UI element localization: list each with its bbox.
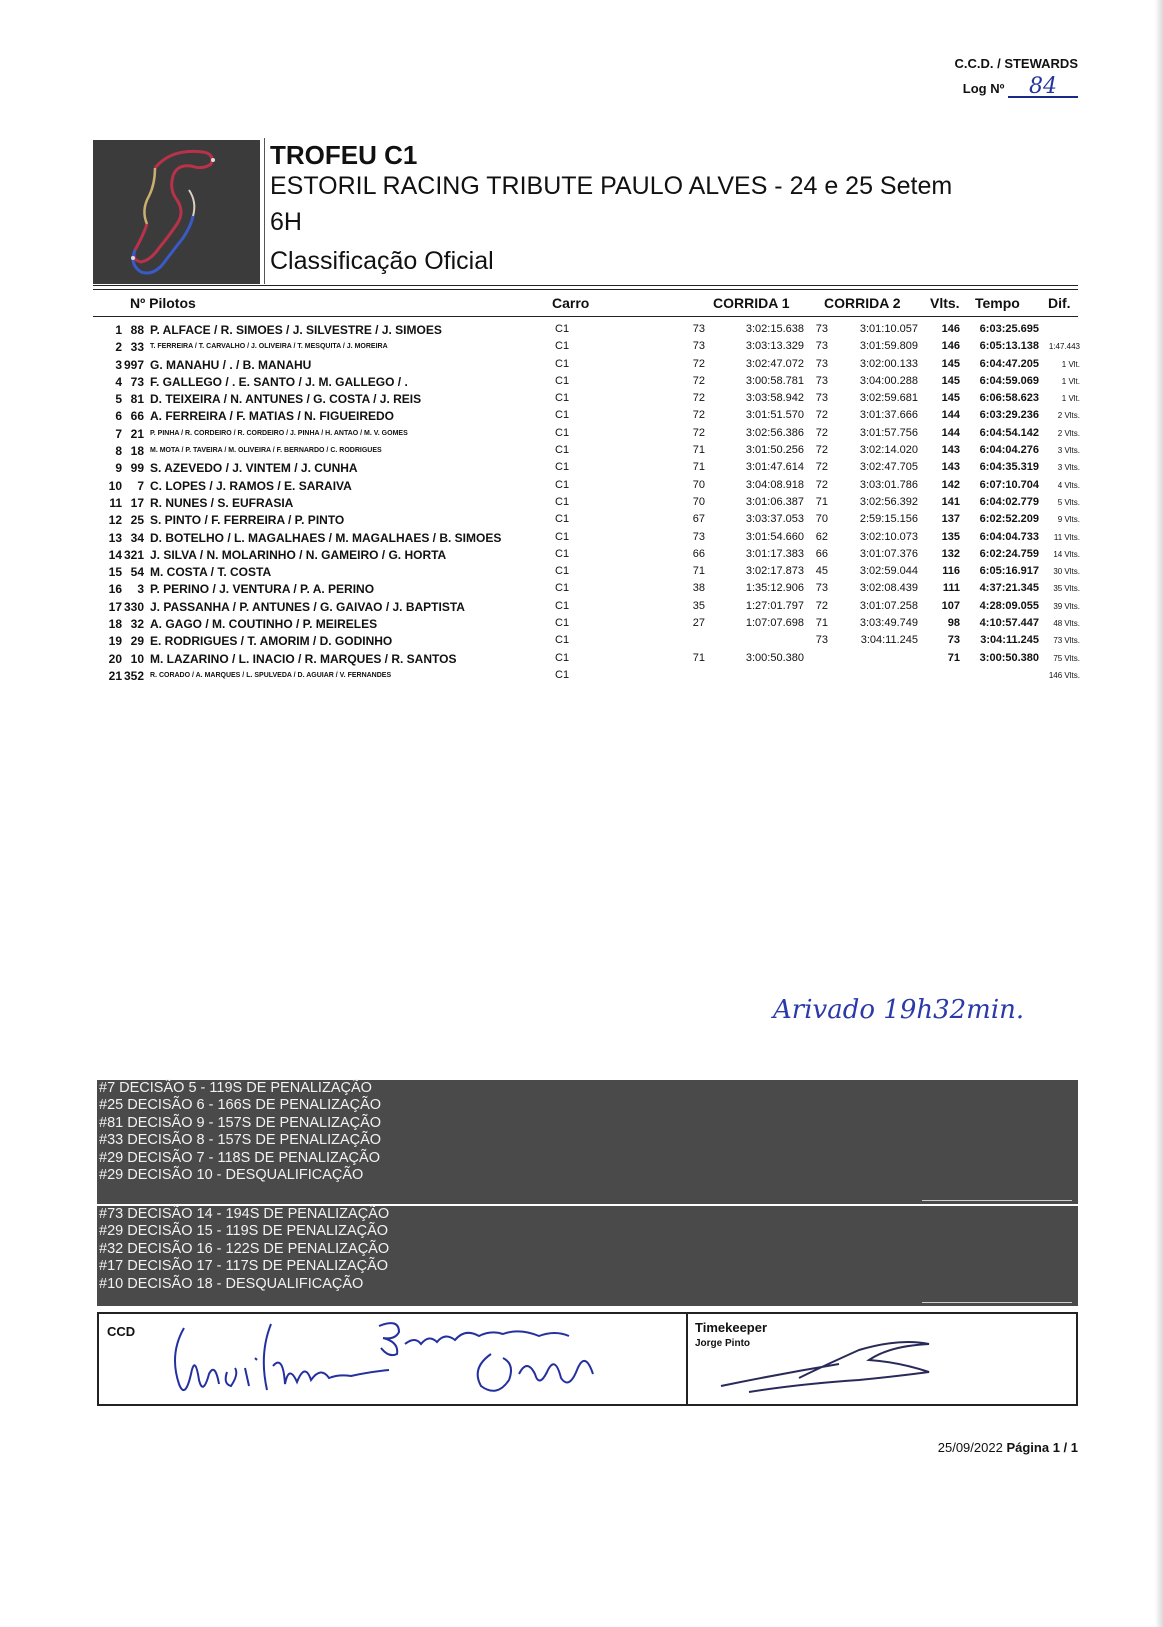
table-row — [0, 339, 1163, 356]
cell-l1: 72 — [692, 409, 705, 422]
cell-tt: 4:37:21.345 — [979, 582, 1039, 595]
cell-num: 330 — [123, 599, 144, 614]
cell-pos: 16 — [108, 582, 122, 597]
cell-car: C1 — [555, 634, 570, 647]
cell-pos: 19 — [108, 634, 122, 649]
cell-t1: 3:02:17.873 — [745, 565, 804, 578]
table-row — [0, 374, 1163, 391]
footer-page: Página 1 / 1 — [1006, 1440, 1078, 1455]
cell-dif: 2 Vlts. — [1057, 428, 1080, 438]
table-row — [0, 443, 1163, 460]
cell-name: R. CORADO / A. MARQUES / L. SPULVEDA / D. AGUIAR / V. FERNANDES — [150, 671, 392, 679]
cell-t1: 1:27:01.797 — [745, 599, 804, 612]
cell-lt: 137 — [941, 513, 960, 526]
cell-name: J. PASSANHA / P. ANTUNES / G. GAIVAO / J. BAPTISTA — [150, 599, 465, 614]
cell-pos: 20 — [108, 651, 122, 666]
cell-tt: 6:04:02.779 — [979, 495, 1039, 508]
cell-lt: 145 — [941, 392, 960, 405]
cell-lt: 143 — [941, 461, 960, 474]
page-edge-shadow — [1155, 0, 1163, 1627]
cell-name: P. PERINO / J. VENTURA / P. A. PERINO — [150, 582, 375, 597]
col-tempo: Tempo — [975, 295, 1020, 311]
decision-line: #10 DECISÃO 18 - DESQUALIFICAÇÃO — [99, 1275, 364, 1292]
cell-t1: 3:02:15.638 — [745, 323, 804, 335]
cell-dif: 35 Vlts. — [1053, 584, 1080, 594]
cell-tt: 6:04:04.733 — [979, 530, 1039, 543]
cell-car: C1 — [555, 513, 570, 526]
cell-l1: 72 — [692, 426, 705, 439]
col-dif: Dif. — [1048, 295, 1071, 311]
table-row — [0, 460, 1163, 477]
cell-num: 32 — [130, 617, 144, 632]
table-row — [0, 478, 1163, 495]
cell-lt: 141 — [941, 495, 960, 508]
cell-pos: 18 — [108, 617, 122, 632]
cell-name: D. TEIXEIRA / N. ANTUNES / G. COSTA / J. REIS — [150, 392, 422, 407]
cell-car: C1 — [555, 444, 570, 457]
cell-num: 3 — [137, 582, 144, 597]
cell-l1: 35 — [692, 599, 705, 612]
cell-tt: 6:05:16.917 — [979, 565, 1039, 578]
cell-t2: 3:02:47.705 — [859, 461, 918, 474]
cell-pos: 12 — [108, 513, 122, 528]
cell-name: C. LOPES / J. RAMOS / E. SARAIVA — [150, 478, 352, 493]
cell-car: C1 — [555, 323, 570, 335]
ccd-label: CCD — [107, 1324, 136, 1339]
cell-l1: 66 — [692, 547, 705, 560]
cell-car: C1 — [555, 357, 570, 370]
results-table — [0, 322, 1163, 685]
cell-lt: 144 — [941, 426, 960, 439]
cell-l2: 73 — [815, 392, 828, 405]
decision-line: #29 DECISÃO 10 - DESQUALIFICAÇÃO — [99, 1167, 364, 1184]
cell-car: C1 — [555, 461, 570, 474]
cell-l2: 72 — [815, 599, 828, 612]
cell-t2: 3:04:11.245 — [860, 634, 918, 647]
cell-dif: 1:47.443 — [1048, 342, 1080, 352]
cell-tt: 6:05:13.138 — [979, 340, 1039, 353]
cell-num: 66 — [130, 409, 144, 424]
cell-num: 17 — [130, 495, 144, 510]
col-vlts: Vlts. — [930, 295, 960, 311]
cell-name: P. PINHA / R. CORDEIRO / R. CORDEIRO / J. PINHA / H. ANTAO / M. V. GOMES — [150, 429, 408, 437]
cell-car: C1 — [555, 426, 570, 439]
cell-name: M. LAZARINO / L. INACIO / R. MARQUES / R. SANTOS — [150, 651, 457, 666]
cell-l1: 72 — [692, 357, 705, 370]
cell-lt: 145 — [941, 357, 960, 370]
cell-t1: 3:02:47.072 — [745, 357, 804, 370]
cell-num: 25 — [130, 513, 144, 528]
cell-lt: 73 — [947, 634, 960, 647]
cell-t2: 3:03:01.786 — [859, 478, 918, 491]
arrival-handwritten-note: Arivado 19h32min. — [773, 995, 1025, 1025]
cell-pos: 15 — [108, 565, 122, 580]
cell-lt: 144 — [941, 409, 960, 422]
cell-l1: 27 — [692, 617, 705, 630]
cell-car: C1 — [555, 565, 570, 578]
table-rule-top-2 — [93, 289, 1078, 290]
decision-line: #7 DECISÃO 5 - 119S DE PENALIZAÇÃO — [99, 1080, 372, 1096]
cell-t1: 3:01:51.570 — [745, 409, 804, 422]
table-row — [0, 512, 1163, 529]
table-row — [0, 322, 1163, 339]
cell-t2: 3:02:56.392 — [859, 495, 918, 508]
timekeeper-label: Timekeeper — [695, 1320, 768, 1335]
table-rule-header — [93, 316, 1078, 317]
cell-car: C1 — [555, 547, 570, 560]
cell-lt: 71 — [947, 651, 960, 664]
cell-lt: 146 — [941, 340, 960, 353]
cell-num: 18 — [130, 444, 144, 459]
table-rule-top — [93, 285, 1078, 286]
cell-lt: 143 — [941, 444, 960, 457]
cell-dif: 1 Vlt. — [1061, 376, 1080, 386]
cell-car: C1 — [555, 651, 570, 664]
cell-num: 7 — [137, 478, 144, 493]
signature-panel — [97, 1312, 1078, 1406]
series-title: TROFEU C1 — [270, 140, 418, 170]
cell-dif: 30 Vlts. — [1053, 567, 1080, 577]
cell-num: 81 — [130, 392, 144, 407]
cell-dif: 9 Vlts. — [1057, 515, 1080, 525]
cell-tt: 6:04:59.069 — [979, 374, 1039, 387]
cell-t2: 3:02:59.044 — [859, 565, 918, 578]
cell-pos: 10 — [108, 478, 122, 493]
cell-lt: 98 — [947, 617, 960, 630]
cell-t2: 3:02:08.439 — [859, 582, 918, 595]
col-corrida2: CORRIDA 2 — [824, 295, 901, 311]
cell-name: T. FERREIRA / T. CARVALHO / J. OLIVEIRA / T. MESQUITA / J. MOREIRA — [150, 343, 388, 351]
cell-t2: 3:02:10.073 — [859, 530, 918, 543]
cell-tt: 6:07:10.704 — [979, 478, 1039, 491]
cell-car: C1 — [555, 495, 570, 508]
cell-tt: 6:02:24.759 — [979, 547, 1039, 560]
cell-l2: 72 — [815, 426, 828, 439]
cell-car: C1 — [555, 392, 570, 405]
table-row — [0, 408, 1163, 425]
circuit-map-image — [93, 140, 260, 284]
cell-pos: 14 — [108, 547, 122, 562]
cell-dif: 4 Vlts. — [1057, 480, 1080, 490]
cell-num: 321 — [123, 547, 144, 562]
cell-dif: 39 Vlts. — [1053, 601, 1080, 611]
cell-car: C1 — [555, 374, 570, 387]
cell-pos: 5 — [115, 392, 122, 407]
cell-t1: 1:07:07.698 — [745, 617, 804, 630]
cell-l2: 45 — [815, 565, 828, 578]
cell-num: 21 — [130, 426, 144, 441]
cell-t2: 3:02:59.681 — [859, 392, 918, 405]
cell-dif: 1 Vlt. — [1061, 359, 1080, 369]
cell-name: P. ALFACE / R. SIMOES / J. SILVESTRE / J. SIMOES — [150, 323, 442, 337]
cell-name: G. MANAHU / . / B. MANAHU — [150, 357, 312, 372]
cell-t2: 3:04:00.288 — [859, 374, 918, 387]
cell-dif: 11 Vlts. — [1053, 532, 1080, 542]
handwritten-signatures — [99, 1314, 1076, 1404]
cell-dif: 14 Vlts. — [1053, 549, 1080, 559]
cell-name: S. PINTO / F. FERREIRA / P. PINTO — [150, 513, 345, 528]
cell-pos: 13 — [108, 530, 122, 545]
decision-line: #17 DECISÃO 17 - 117S DE PENALIZAÇÃO — [99, 1258, 389, 1275]
cell-t1: 3:04:08.918 — [745, 478, 804, 491]
event-title: ESTORIL RACING TRIBUTE PAULO ALVES - 24 e 25 Setem — [270, 172, 953, 200]
cell-l2: 73 — [815, 357, 828, 370]
cell-dif: 1 Vlt. — [1061, 394, 1080, 404]
cell-l1: 71 — [692, 461, 705, 474]
cell-t2: 3:02:00.133 — [859, 357, 918, 370]
cell-t2: 3:01:10.057 — [859, 323, 918, 335]
col-corrida1: CORRIDA 1 — [713, 295, 790, 311]
cell-car: C1 — [555, 668, 570, 681]
cell-car: C1 — [555, 582, 570, 595]
cell-dif: 3 Vlts. — [1057, 446, 1080, 456]
race-duration: 6H — [270, 208, 302, 236]
cell-t2: 3:01:07.258 — [859, 599, 918, 612]
decisions-box-2-underline — [922, 1302, 1072, 1303]
cell-t1: 3:01:17.383 — [745, 547, 804, 560]
col-pilotos: Nº Pilotos — [130, 295, 196, 311]
cell-pos: 9 — [115, 461, 122, 476]
footer — [860, 1440, 1078, 1455]
cell-t2: 3:01:57.756 — [859, 426, 918, 439]
cell-lt: 135 — [941, 530, 960, 543]
cell-pos: 21 — [108, 668, 122, 683]
cell-pos: 1 — [115, 323, 122, 337]
cell-t1: 3:03:13.329 — [745, 340, 804, 353]
cell-pos: 4 — [115, 374, 122, 389]
cell-tt: 6:03:25.695 — [979, 323, 1039, 335]
cell-lt: 142 — [941, 478, 960, 491]
cell-dif: 75 Vlts. — [1053, 653, 1080, 663]
cell-dif: 73 Vlts. — [1053, 636, 1080, 646]
cell-name: E. RODRIGUES / T. AMORIM / D. GODINHO — [150, 634, 393, 649]
stewards-label: C.C.D. / STEWARDS — [954, 56, 1078, 71]
decision-line: #29 DECISÃO 7 - 118S DE PENALIZAÇÃO — [99, 1149, 380, 1166]
log-number-field — [928, 74, 1078, 99]
table-row — [0, 633, 1163, 650]
cell-l2: 71 — [815, 495, 828, 508]
cell-car: C1 — [555, 409, 570, 422]
cell-dif: 2 Vlts. — [1057, 411, 1080, 421]
decisions-box-2 — [97, 1206, 1078, 1306]
cell-l1: 70 — [692, 495, 705, 508]
classification-title: Classificação Oficial — [270, 247, 494, 275]
cell-tt: 6:04:54.142 — [979, 426, 1039, 439]
cell-pos: 2 — [115, 340, 122, 355]
cell-l2: 73 — [815, 634, 828, 647]
cell-lt: 111 — [942, 582, 960, 595]
footer-date: 25/09/2022 — [937, 1440, 1003, 1455]
cell-car: C1 — [555, 599, 570, 612]
cell-l2: 71 — [815, 617, 828, 630]
cell-t2: 3:01:37.666 — [859, 409, 918, 422]
cell-num: 10 — [130, 651, 144, 666]
decision-line: #33 DECISÃO 8 - 157S DE PENALIZAÇÃO — [99, 1132, 382, 1149]
cell-tt: 6:04:04.276 — [979, 444, 1039, 457]
table-row — [0, 599, 1163, 616]
cell-num: 352 — [123, 668, 144, 683]
cell-num: 29 — [130, 634, 144, 649]
cell-tt: 4:28:09.055 — [979, 599, 1039, 612]
cell-name: M. COSTA / T. COSTA — [150, 565, 272, 580]
cell-tt: 6:06:58.623 — [979, 392, 1039, 405]
cell-num: 73 — [130, 374, 144, 389]
cell-car: C1 — [555, 478, 570, 491]
cell-t1: 3:03:58.942 — [745, 392, 804, 405]
cell-name: D. BOTELHO / L. MAGALHAES / M. MAGALHAES / B. SIMOES — [150, 530, 502, 545]
cell-tt: 6:03:29.236 — [979, 409, 1039, 422]
cell-tt: 6:04:47.205 — [979, 357, 1039, 370]
log-label: Log Nº — [962, 81, 1005, 96]
cell-l1: 72 — [692, 374, 705, 387]
cell-l2: 70 — [815, 513, 828, 526]
cell-t1: 3:00:58.781 — [745, 374, 804, 387]
cell-l1: 67 — [692, 513, 705, 526]
cell-l2: 73 — [815, 374, 828, 387]
cell-num: 54 — [130, 565, 144, 580]
table-row — [0, 581, 1163, 598]
cell-num: 33 — [130, 340, 144, 355]
table-row — [0, 530, 1163, 547]
cell-t2: 2:59:15.156 — [859, 513, 918, 526]
cell-l2: 73 — [815, 582, 828, 595]
table-row — [0, 564, 1163, 581]
decision-line: #81 DECISÃO 9 - 157S DE PENALIZAÇÃO — [99, 1114, 382, 1131]
cell-car: C1 — [555, 530, 570, 543]
table-row — [0, 391, 1163, 408]
cell-l1: 73 — [692, 530, 705, 543]
cell-num: 88 — [130, 323, 144, 337]
cell-t1: 3:01:54.660 — [745, 530, 804, 543]
decision-line: #73 DECISÃO 14 - 194S DE PENALIZAÇÃO — [99, 1206, 390, 1222]
cell-tt: 6:04:35.319 — [979, 461, 1039, 474]
cell-l1: 73 — [692, 340, 705, 353]
table-row — [0, 495, 1163, 512]
cell-tt: 3:00:50.380 — [979, 651, 1039, 664]
cell-lt: 146 — [941, 323, 960, 335]
table-row — [0, 616, 1163, 633]
table-row — [0, 426, 1163, 443]
cell-name: R. NUNES / S. EUFRASIA — [150, 495, 294, 510]
cell-pos: 8 — [115, 444, 122, 459]
cell-pos: 17 — [108, 599, 122, 614]
cell-tt: 3:04:11.245 — [980, 634, 1039, 647]
cell-l1: 38 — [692, 582, 705, 595]
col-carro: Carro — [552, 295, 590, 311]
cell-car: C1 — [555, 617, 570, 630]
cell-name: F. GALLEGO / . E. SANTO / J. M. GALLEGO / . — [150, 374, 408, 389]
cell-dif: 146 Vlts. — [1048, 670, 1080, 680]
cell-name: J. SILVA / N. MOLARINHO / N. GAMEIRO / G. HORTA — [150, 547, 447, 562]
cell-pos: 11 — [109, 495, 122, 510]
cell-l2: 62 — [815, 530, 828, 543]
cell-l1: 72 — [692, 392, 705, 405]
cell-tt: 6:02:52.209 — [979, 513, 1039, 526]
cell-l2: 66 — [815, 547, 828, 560]
cell-t1: 3:02:56.386 — [745, 426, 804, 439]
decision-line: #32 DECISÃO 16 - 122S DE PENALIZAÇÃO — [99, 1240, 390, 1257]
cell-tt: 4:10:57.447 — [979, 617, 1039, 630]
cell-num: 99 — [130, 461, 144, 476]
decisions-box-1 — [97, 1080, 1078, 1204]
cell-t2: 3:02:14.020 — [859, 444, 918, 457]
cell-l2: 73 — [815, 323, 828, 335]
cell-t1: 3:01:47.614 — [745, 461, 804, 474]
cell-name: S. AZEVEDO / J. VINTEM / J. CUNHA — [150, 461, 358, 476]
cell-t1: 3:03:37.053 — [745, 513, 804, 526]
log-number-handwritten: 84 — [1008, 78, 1078, 98]
header-divider — [264, 138, 265, 284]
cell-l2: 72 — [815, 444, 828, 457]
decision-line: #25 DECISÃO 6 - 166S DE PENALIZAÇÃO — [99, 1097, 382, 1114]
cell-l2: 72 — [815, 461, 828, 474]
cell-car: C1 — [555, 340, 570, 353]
table-row — [0, 668, 1163, 685]
decision-line: #29 DECISÃO 15 - 119S DE PENALIZAÇÃO — [99, 1223, 389, 1240]
cell-t2: 3:03:49.749 — [859, 617, 918, 630]
cell-t1: 1:35:12.906 — [745, 582, 804, 595]
table-row — [0, 651, 1163, 668]
decisions-box-1-underline — [922, 1200, 1072, 1201]
cell-dif: 3 Vlts. — [1057, 463, 1080, 473]
cell-num: 997 — [123, 357, 144, 372]
cell-l2: 72 — [815, 409, 828, 422]
cell-lt: 116 — [942, 565, 960, 578]
cell-lt: 145 — [941, 374, 960, 387]
cell-dif: 48 Vlts. — [1053, 619, 1080, 629]
cell-t1: 3:01:50.256 — [745, 444, 804, 457]
cell-l2: 72 — [815, 478, 828, 491]
table-row — [0, 547, 1163, 564]
cell-l1: 71 — [692, 651, 705, 664]
cell-l2: 73 — [815, 340, 828, 353]
cell-name: A. FERREIRA / F. MATIAS / N. FIGUEIREDO — [150, 409, 395, 424]
cell-num: 34 — [130, 530, 144, 545]
cell-l1: 71 — [692, 444, 705, 457]
cell-name: A. GAGO / M. COUTINHO / P. MEIRELES — [150, 617, 378, 632]
table-row — [0, 357, 1163, 374]
cell-l1: 70 — [692, 478, 705, 491]
cell-t1: 3:00:50.380 — [745, 651, 804, 664]
cell-pos: 3 — [115, 357, 122, 372]
cell-lt: 107 — [941, 599, 960, 612]
cell-dif: 5 Vlts. — [1057, 497, 1080, 507]
cell-pos: 7 — [115, 426, 122, 441]
cell-name: M. MOTA / P. TAVEIRA / M. OLIVEIRA / F. BERNARDO / C. RODRIGUES — [150, 447, 382, 455]
cell-l1: 73 — [692, 323, 705, 335]
timekeeper-name: Jorge Pinto — [695, 1338, 751, 1349]
cell-pos: 6 — [115, 409, 122, 424]
cell-t2: 3:01:59.809 — [859, 340, 918, 353]
cell-l1: 71 — [692, 565, 705, 578]
cell-t2: 3:01:07.376 — [859, 547, 918, 560]
cell-t1: 3:01:06.387 — [745, 495, 804, 508]
cell-lt: 132 — [941, 547, 960, 560]
